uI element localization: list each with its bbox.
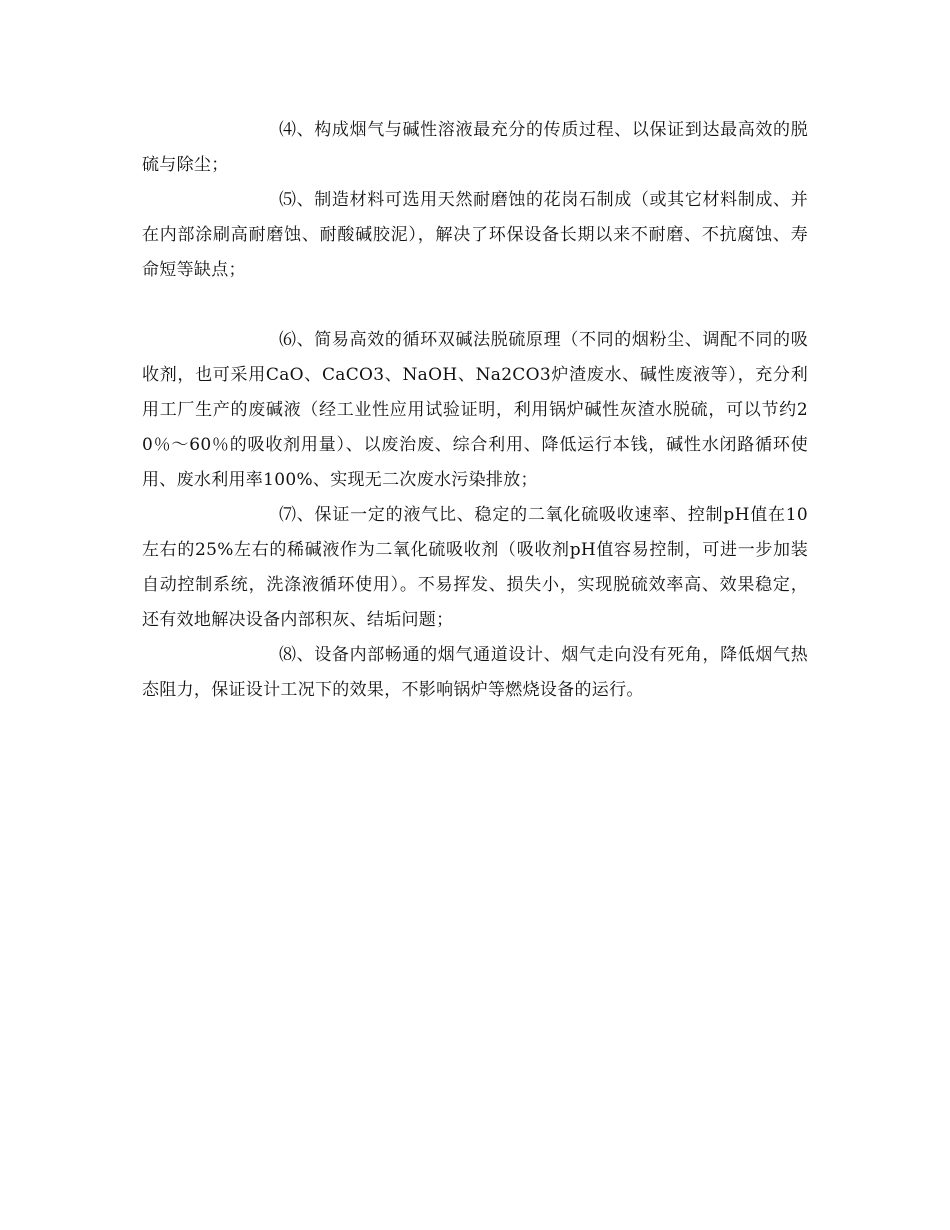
paragraph-item-5: ⑸、制造材料可选用天然耐磨蚀的花岗石制成（或其它材料制成、并在内部涂刷高耐磨蚀、耐酸碱胶泥），解决了环保设备长期以来不耐磨、不抗腐蚀、寿命短等缺点； [142,190,808,280]
paragraph-item-6: ⑹、简易高效的循环双碱法脱硫原理（不同的烟粉尘、调配不同的吸收剂，也可采用CaO、CaCO3、NaOH、Na2CO3炉渣废水、碱性废液等），充分利用工厂生产的废碱液（经工业性应用试验证明，利用锅炉碱性灰渣水脱硫，可以节约20％～60％的吸收剂用量）、以废治废、综合利用、降低运行本钱，碱性水闭路循环使用、废水利用率100%、实现无二次废水污染排放； [142,330,808,490]
paragraph-item-8: ⑻、设备内部畅通的烟气通道设计、烟气走向没有死角，降低烟气热态阻力，保证设计工况下的效果，不影响锅炉等燃烧设备的运行。 [142,645,808,700]
paragraph-item-4: ⑷、构成烟气与碱性溶液最充分的传质过程、以保证到达最高效的脱硫与除尘； [142,120,808,175]
document-body [142,113,808,708]
paragraph-item-7: ⑺、保证一定的液气比、稳定的二氧化硫吸收速率、控制pH值在10左右的25%左右的稀碱液作为二氧化硫吸收剂（吸收剂pH值容易控制，可进一步加装自动控制系统，洗涤液循环使用）。不易挥发、损失小，实现脱硫效率高、效果稳定，还有效地解决设备内部积灰、结垢问题； [142,505,808,630]
paragraph-spacer [142,288,808,323]
